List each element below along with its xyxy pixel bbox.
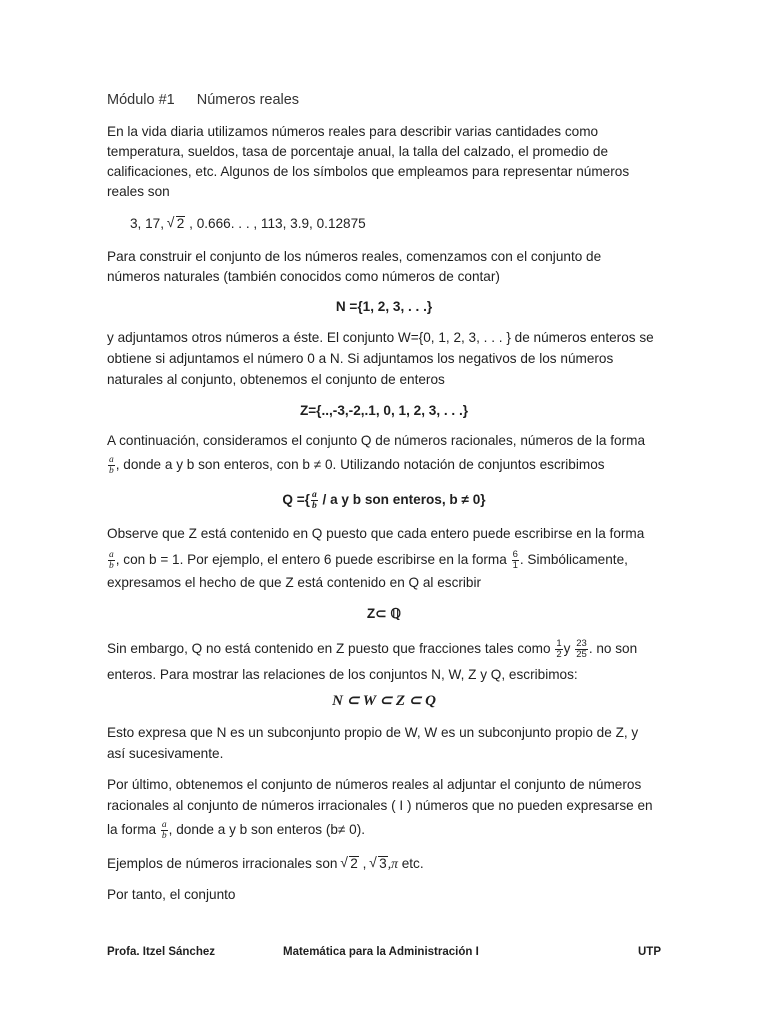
paragraph-line: naturales al conjunto, obtenemos el conjunto de enteros (107, 372, 445, 387)
set-n: N ={1, 2, 3, . . .} (335, 299, 433, 314)
footer-institution: UTP (638, 946, 661, 958)
fraction-six-over-one: $\frac{6}{1}$ (512, 549, 518, 571)
z-subset-q: Z⊂ ℚ (366, 606, 402, 621)
page-title (107, 92, 299, 108)
subset-chain: N ⊂ W ⊂ Z ⊂ Q (332, 693, 436, 709)
examples-a: 3, 17, (130, 216, 165, 231)
module-label: Módulo #1 (107, 92, 175, 108)
footer-author: Profa. Itzel Sánchez (107, 946, 216, 958)
examples-b: , 0.666. . . , 113, 3.9, 0.12875 (189, 216, 366, 231)
paragraph-line: racionales al conjunto de números irracionales ( I ) números que no pueden expresarse en (107, 798, 653, 813)
paragraph-line: expresamos el hecho de que Z está contenido en Q al escribir (107, 575, 482, 590)
set-q: Q ={ $\frac{a}{b}$ / a y b son enteros, b ≠ 0} (282, 490, 486, 511)
paragraph-line: $\frac{a}{b}$ , con b = 1. Por ejemplo, el entero 6 puede escribirse en la forma $\frac{6}{1}$ . Simbólicamente, (109, 549, 628, 571)
set-z: Z={..,-3,-2,.1, 0, 1, 2, 3, . . .} (299, 403, 469, 418)
paragraph-line: enteros. Para mostrar las relaciones de los conjuntos N, W, Z y Q, escribimos: (107, 667, 578, 682)
examples-line (130, 215, 366, 232)
paragraph-line: así sucesivamente. (107, 746, 224, 761)
fraction-a-over-b: $\frac{a}{b}$ (109, 455, 114, 476)
paragraph-line: En la vida diaria utilizamos números reales para describir varias cantidades como (107, 124, 599, 139)
sqrt-two (168, 215, 186, 232)
paragraph-line: Sin embargo, Q no está contenido en Z puesto que fracciones tales como $\frac{1}{2}$ y $\frac{23}{25}$ . no son (107, 638, 638, 660)
paragraph-line: Ejemplos de números irracionales son √ 2 , √ 3,π etc. (107, 855, 424, 872)
fraction-23-over-25: $\frac{23}{25}$ (576, 638, 587, 660)
paragraph-line: Esto expresa que N es un subconjunto propio de W, W es un subconjunto propio de Z, y (107, 725, 639, 740)
footer-course: Matemática para la Administración I (283, 946, 479, 958)
paragraph-line: obtiene si adjuntamos el número 0 a N. Si adjuntamos los negativos de los números (107, 351, 614, 366)
fraction-a-over-b: $\frac{a}{b}$ (161, 820, 167, 841)
paragraph-line: Por tanto, el conjunto (107, 887, 236, 902)
paragraph-line: la forma $\frac{a}{b}$ , donde a y b son enteros (b≠ 0). (107, 820, 366, 841)
paragraph-line: reales son (107, 184, 170, 199)
sqrt-two: √ 2 (341, 855, 359, 872)
paragraph-line: y adjuntamos otros números a éste. El conjunto W={0, 1, 2, 3, . . . } de números enteros se (107, 330, 654, 345)
sqrt-three: √ 3 (370, 855, 388, 872)
fraction-a-over-b: $\frac{a}{b}$ (109, 550, 114, 571)
paragraph-line: $\frac{a}{b}$ , donde a y b son enteros, con b ≠ 0. Utilizando notación de conjuntos escribimos (109, 455, 605, 476)
paragraph-line: calificaciones, etc. Algunos de los símbolos que empleamos para representar números (107, 164, 630, 179)
paragraph-line: Por último, obtenemos el conjunto de números reales al adjuntar el conjunto de números (107, 777, 642, 792)
paragraph-line: números naturales (también conocidos como números de contar) (107, 269, 500, 284)
topic-label: Números reales (196, 92, 300, 108)
paragraph-line: A continuación, consideramos el conjunto Q de números racionales, números de la forma (107, 433, 646, 448)
radicand: 2 (176, 216, 185, 231)
paragraph-line: temperatura, sueldos, tasa de porcentaje anual, la talla del calzado, el promedio de (107, 144, 609, 159)
fraction-one-half: $\frac{1}{2}$ (556, 638, 562, 660)
paragraph-line: Observe que Z está contenido en Q puesto que cada entero puede escribirse en la forma (107, 526, 645, 541)
fraction-a-over-b: $\frac{a}{b}$ (311, 490, 317, 511)
paragraph-line: Para construir el conjunto de los números reales, comenzamos con el conjunto de (107, 249, 602, 264)
